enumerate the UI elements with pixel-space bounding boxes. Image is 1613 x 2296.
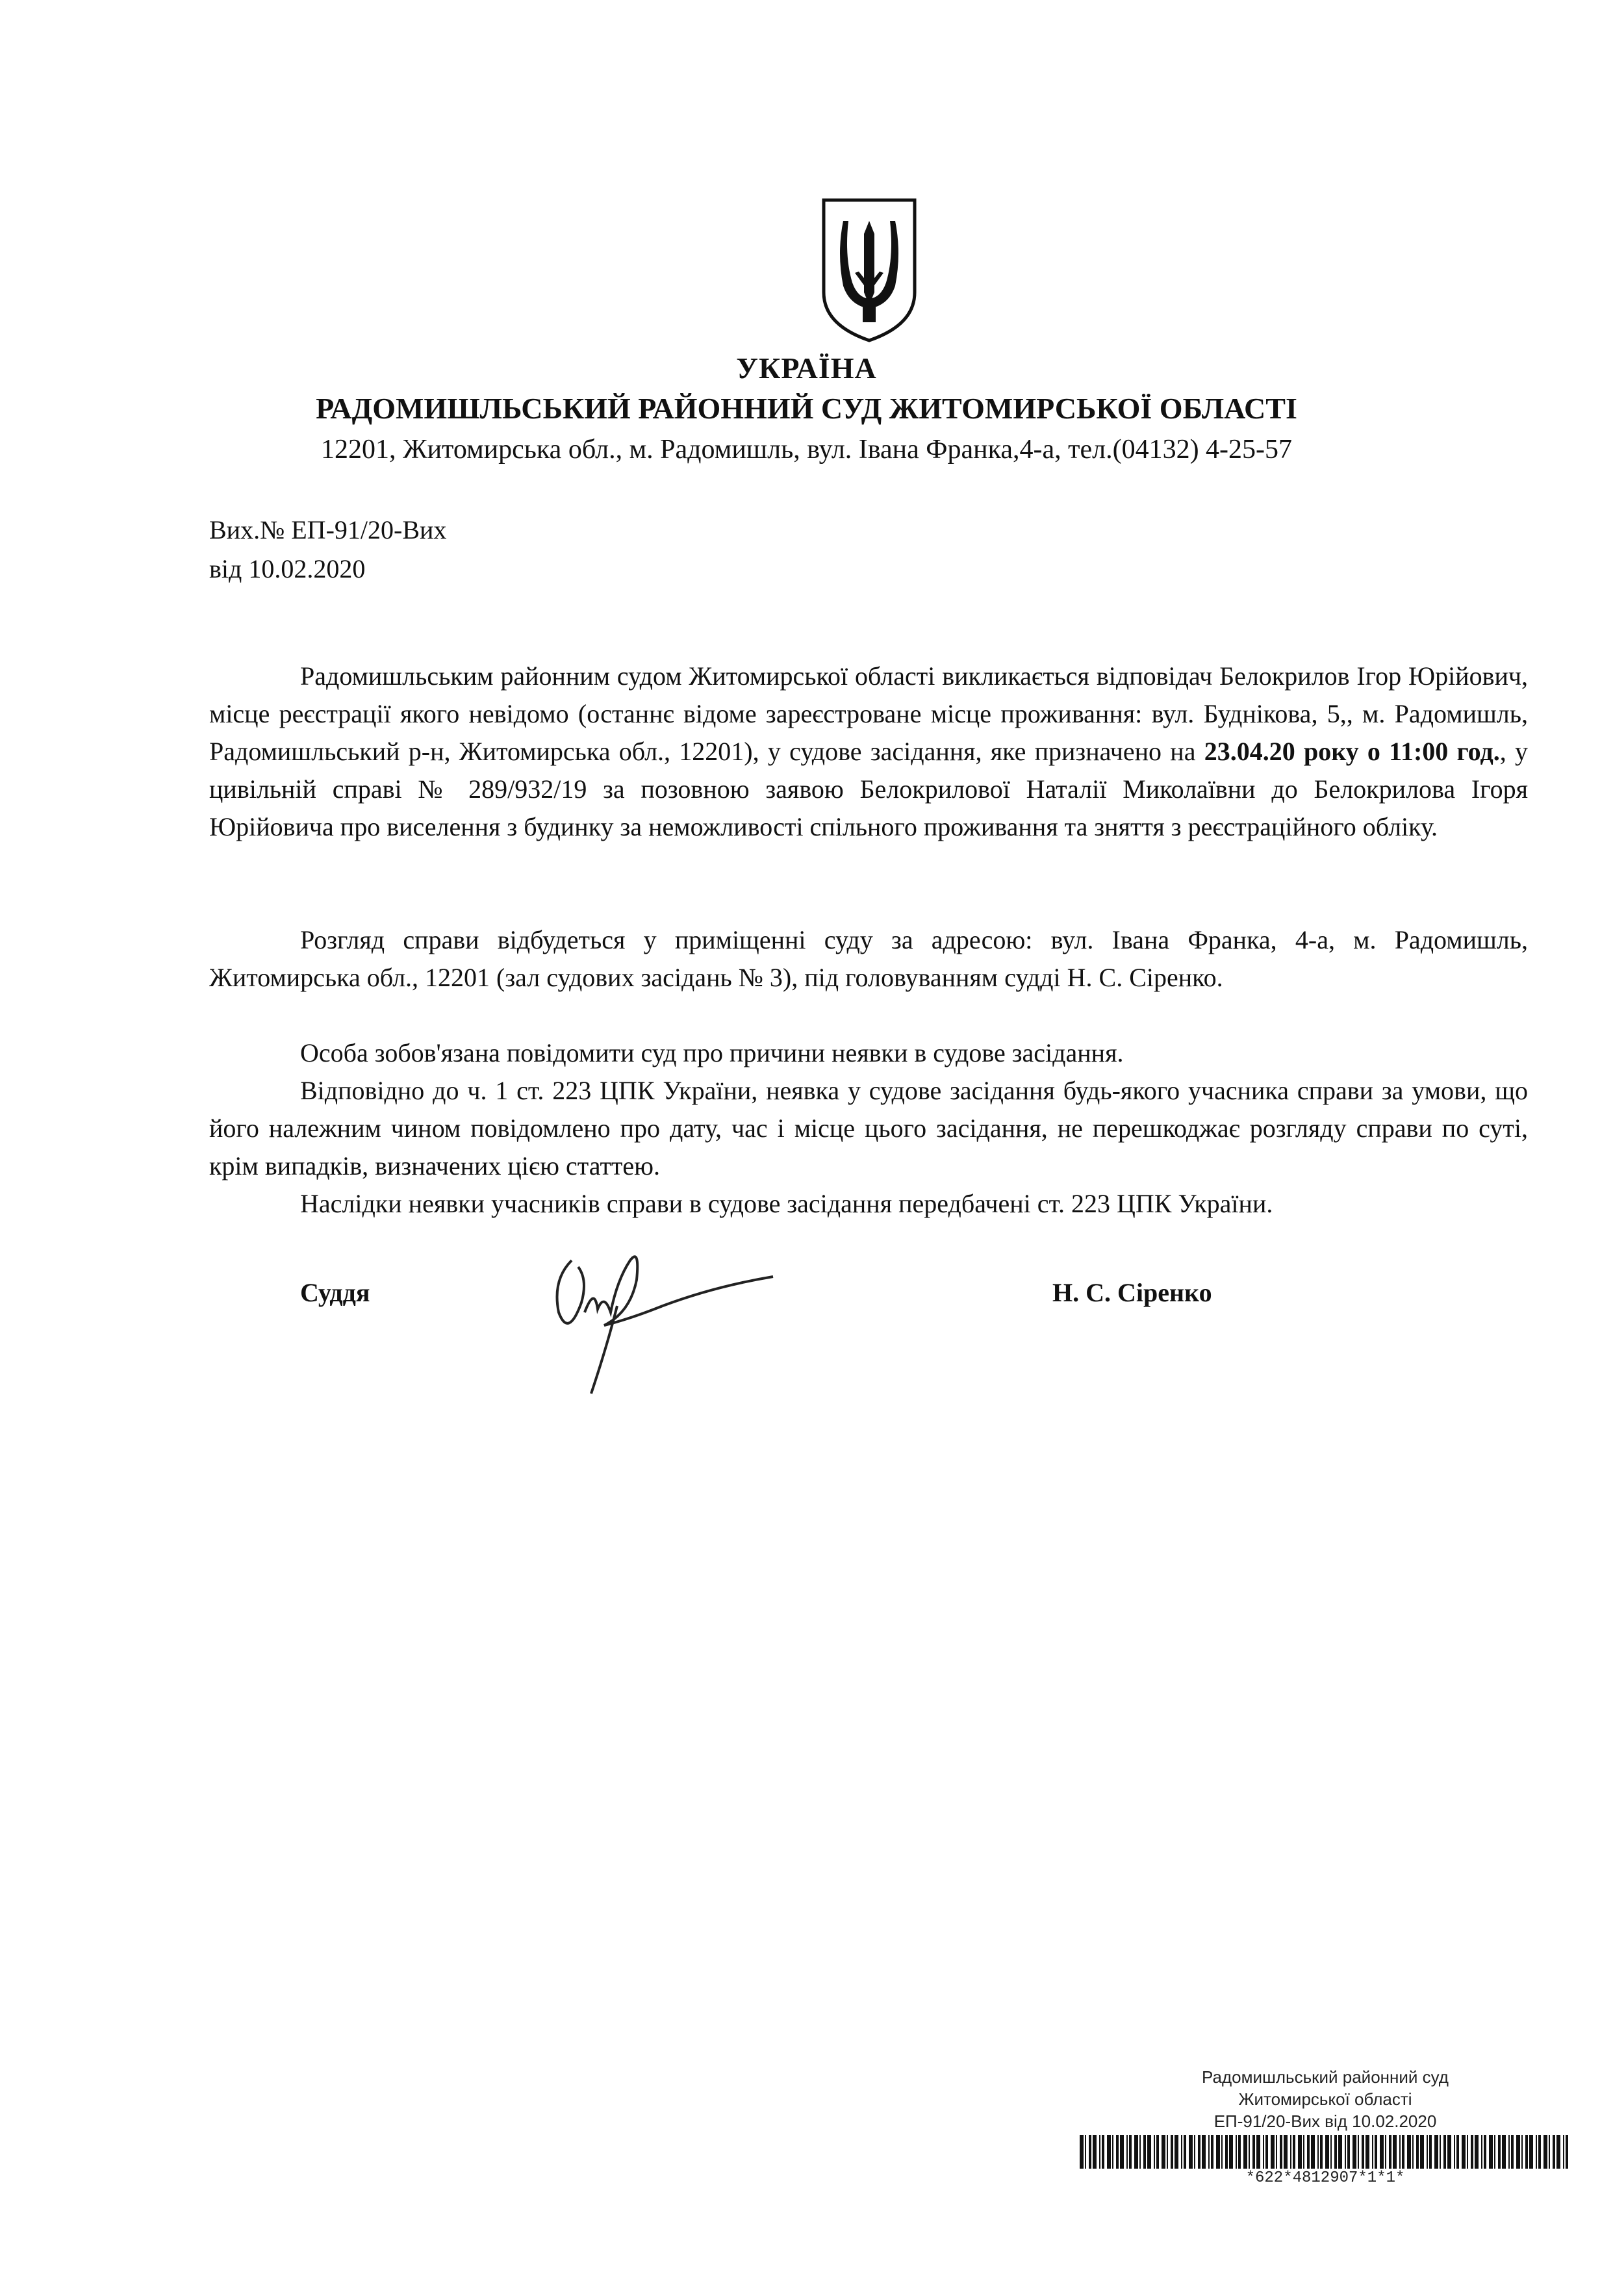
summons-text-end: , у цивільній справі № 289/932/19 за позовною заявою Белокрилової Наталії Миколаївни до Белокрилова Ігоря Юрійовича про виселення з будинку за неможливості спільного проживання та зняття з реєстраційного обліку.: [209, 737, 1529, 841]
barcode-bar: [1147, 2135, 1151, 2169]
barcode-bar: [1154, 2135, 1155, 2169]
barcode-bar: [1454, 2135, 1455, 2169]
barcode-bar: [1471, 2135, 1473, 2169]
handwritten-signature: [533, 1241, 780, 1403]
barcode-bar: [1358, 2135, 1359, 2169]
barcode-bar: [1089, 2135, 1091, 2169]
consequences-paragraph: Наслідки неявки учасників справи в судове засідання передбачені ст. 223 ЦПК України.: [300, 1189, 1273, 1218]
barcode-bar: [1529, 2135, 1533, 2169]
barcode-bar: [1293, 2135, 1295, 2169]
stamp-court-name: Радомишльський районний суд: [1202, 2067, 1449, 2087]
barcode-bar: [1143, 2135, 1146, 2169]
barcode-bar: [1249, 2135, 1250, 2169]
legal-basis-paragraph: Відповідно до ч. 1 ст. 223 ЦПК України, неявка у судове засідання будь-якого учасника справи за умови, що його належним чином повідомлено про дату, час і місце цього засідання, не перешкоджає розгляду справи по суті, крім випадків, визначених цією статтею.: [209, 1076, 1528, 1180]
obligation-paragraph: Особа зобов'язана повідомити суд про причини неявки в судове засідання.: [300, 1038, 1124, 1067]
barcode-bar: [1194, 2135, 1195, 2169]
barcode-bar: [1320, 2135, 1323, 2169]
stamp-region: Житомирської області: [1238, 2089, 1412, 2109]
barcode-bar: [1189, 2135, 1193, 2169]
outgoing-date: від 10.02.2020: [209, 554, 366, 583]
barcode-bar: [1412, 2135, 1414, 2169]
tryzub-coat-of-arms-icon: [817, 195, 921, 344]
judge-title: Суддя: [300, 1278, 370, 1307]
barcode-bar: [1181, 2135, 1182, 2169]
barcode-bar: [1334, 2135, 1337, 2169]
barcode-bar: [1494, 2135, 1495, 2169]
barcode-bar: [1375, 2135, 1377, 2169]
outgoing-number: Вих.№ ЕП-91/20-Вих: [209, 515, 447, 544]
barcode-bar: [1347, 2135, 1350, 2169]
barcode-bar: [1353, 2135, 1356, 2169]
barcode-bar: [1380, 2135, 1384, 2169]
barcode-bar: [1443, 2135, 1446, 2169]
barcode-bar: [1221, 2135, 1223, 2169]
barcode-bar: [1184, 2135, 1186, 2169]
barcode-bar: [1129, 2135, 1132, 2169]
barcode-bar: [1102, 2135, 1104, 2169]
barcode-bar: [1372, 2135, 1373, 2169]
barcode-bar: [1198, 2135, 1200, 2169]
barcode-bar: [1216, 2135, 1220, 2169]
barcode-bar: [1475, 2135, 1479, 2169]
barcode-bar: [1553, 2135, 1555, 2169]
barcode-bar: [1543, 2135, 1547, 2169]
hearing-datetime: 23.04.20 року о 11:00 год.: [1204, 737, 1500, 766]
barcode-bar: [1307, 2135, 1310, 2169]
barcode-bar: [1311, 2135, 1315, 2169]
barcode-bar: [1265, 2135, 1268, 2169]
barcode-bar: [1549, 2135, 1550, 2169]
country-name: УКРАЇНА: [736, 351, 877, 385]
barcode-number: *622*4812907*1*1*: [1245, 2169, 1405, 2187]
barcode-bar: [1162, 2135, 1165, 2169]
registration-stamp: [1078, 2066, 1572, 2188]
barcode-bar: [1134, 2135, 1138, 2169]
barcode-bar: [1393, 2135, 1397, 2169]
barcode-bar: [1407, 2135, 1411, 2169]
barcode-bar: [1511, 2135, 1514, 2169]
barcode-bar: [1317, 2135, 1319, 2169]
barcode-bar: [1325, 2135, 1329, 2169]
barcode-bar: [1276, 2135, 1277, 2169]
barcode-bar: [1202, 2135, 1206, 2169]
barcode-bar: [1085, 2135, 1086, 2169]
barcode-bar: [1420, 2135, 1424, 2169]
court-address: 12201, Житомирська обл., м. Радомишль, вул. Івана Франка,4-а, тел.(04132) 4-25-57: [320, 435, 1293, 465]
barcode-bar: [1399, 2135, 1401, 2169]
barcode-bar: [1303, 2135, 1304, 2169]
barcode-bar: [1416, 2135, 1419, 2169]
barcode-bar: [1385, 2135, 1386, 2169]
barcode-bar: [1280, 2135, 1282, 2169]
court-name: РАДОМИШЛЬСЬКИЙ РАЙОННИЙ СУД ЖИТОМИРСЬКОЇ ОБЛАСТІ: [316, 392, 1297, 425]
barcode-bar: [1284, 2135, 1288, 2169]
barcode-bar: [1467, 2135, 1468, 2169]
barcode-bar: [1116, 2135, 1119, 2169]
barcode-bar: [1434, 2135, 1438, 2169]
barcode-icon: [1078, 2135, 1572, 2169]
barcode-bar: [1365, 2135, 1369, 2169]
barcode-bar: [1508, 2135, 1510, 2169]
barcode-bar: [1126, 2135, 1128, 2169]
barcode-bar: [1462, 2135, 1466, 2169]
barcode-bar: [1175, 2135, 1178, 2169]
stamp-reference: ЕП-91/20-Вих від 10.02.2020: [1213, 2111, 1437, 2131]
barcode-bar: [1402, 2135, 1404, 2169]
barcode-bar: [1112, 2135, 1113, 2169]
barcode-bar: [1211, 2135, 1213, 2169]
barcode-bar: [1290, 2135, 1291, 2169]
barcode-bar: [1229, 2135, 1233, 2169]
barcode-bar: [1536, 2135, 1537, 2169]
barcode-bar: [1556, 2135, 1560, 2169]
barcode-bar: [1489, 2135, 1493, 2169]
barcode-bar: [1481, 2135, 1482, 2169]
barcode-bar: [1099, 2135, 1100, 2169]
barcode-bar: [1225, 2135, 1228, 2169]
barcode-bar: [1456, 2135, 1459, 2169]
barcode-bar: [1263, 2135, 1264, 2169]
barcode-bar: [1521, 2135, 1523, 2169]
summons-text-start: Радомишльським районним судом Житомирської області викликається відповідач Белокрилов Ігор Юрійович, місце реєстрації якого невідомо (останнє відоме зареєстроване місце проживання: вул. Буднікова, 5,, м. Радомишль, Радомишльський р-н, Житомирська обл., 12201), у судове засідання, яке призначено на: [209, 661, 1528, 766]
barcode-bar: [1238, 2135, 1241, 2169]
barcode-bar: [1271, 2135, 1275, 2169]
barcode-bar: [1498, 2135, 1501, 2169]
barcode-bar: [1252, 2135, 1255, 2169]
barcode-bar: [1243, 2135, 1247, 2169]
barcode-bar: [1440, 2135, 1441, 2169]
judge-name: Н. С. Сіренко: [1052, 1278, 1212, 1307]
barcode-bar: [1236, 2135, 1237, 2169]
barcode-bar: [1389, 2135, 1391, 2169]
barcode-bar: [1538, 2135, 1541, 2169]
barcode-bar: [1139, 2135, 1141, 2169]
barcode-bar: [1080, 2135, 1084, 2169]
barcode-bar: [1167, 2135, 1168, 2169]
barcode-bar: [1502, 2135, 1506, 2169]
barcode-bar: [1525, 2135, 1528, 2169]
summons-paragraph: [209, 657, 1528, 846]
barcode-bar: [1563, 2135, 1564, 2169]
barcode-bar: [1156, 2135, 1159, 2169]
hearing-location-paragraph: Розгляд справи відбудеться у приміщенні суду за адресою: вул. Івана Франка, 4-а, м. Радомишль, Житомирська обл., 12201 (зал судових засідань № 3), під головуванням судді Н. С. Сіренко.: [209, 925, 1528, 992]
barcode-bar: [1093, 2135, 1097, 2169]
barcode-bar: [1427, 2135, 1428, 2169]
barcode-bar: [1208, 2135, 1210, 2169]
barcode-bar: [1429, 2135, 1432, 2169]
barcode-bar: [1516, 2135, 1520, 2169]
barcode-bar: [1256, 2135, 1260, 2169]
barcode-bar: [1338, 2135, 1342, 2169]
barcode-bar: [1120, 2135, 1124, 2169]
barcode-bar: [1484, 2135, 1486, 2169]
barcode-bar: [1566, 2135, 1568, 2169]
barcode-bar: [1298, 2135, 1302, 2169]
barcode-bar: [1447, 2135, 1451, 2169]
barcode-bar: [1107, 2135, 1111, 2169]
barcode-bar: [1362, 2135, 1364, 2169]
barcode-bar: [1345, 2135, 1346, 2169]
barcode-bar: [1171, 2135, 1173, 2169]
barcode-bar: [1330, 2135, 1332, 2169]
